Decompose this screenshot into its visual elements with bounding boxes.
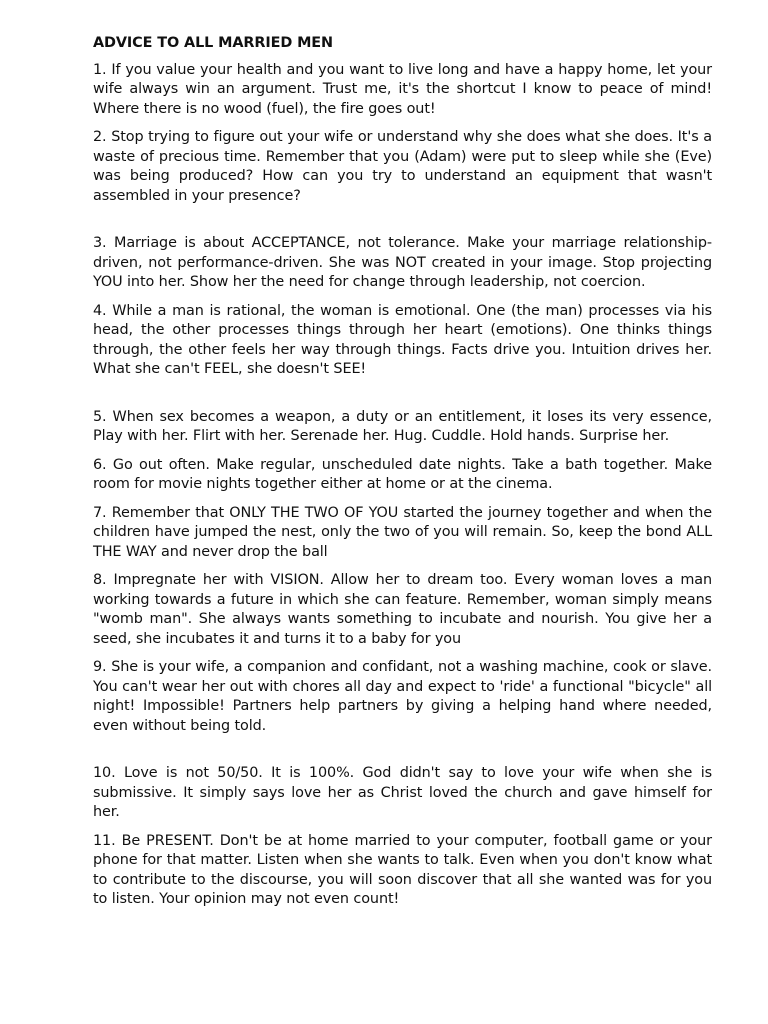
paragraph-6: 6. Go out often. Make regular, unscheduled date nights. Take a bath together. Make room for movie nights together either at home or at the cinema. (93, 456, 712, 492)
paragraph-5: 5. When sex becomes a weapon, a duty or an entitlement, it loses its very essence, Play with her. Flirt with her. Serenade her. Hug. Cuddle. Hold hands. Surprise her. (93, 408, 712, 444)
paragraph-7: 7. Remember that ONLY THE TWO OF YOU started the journey together and when the children have jumped the nest, only the two of you will remain. So, keep the bond ALL THE WAY and never drop the ball (93, 504, 712, 560)
document-title: ADVICE TO ALL MARRIED MEN (93, 35, 333, 51)
paragraph-8: 8. Impregnate her with VISION. Allow her to dream too. Every woman loves a man working towards a future in which she can feature. Remember, woman simply means "womb man". She always wants something to incubate and nourish. You give her a seed, she incubates it and turns it to a baby for you (93, 572, 712, 647)
paragraph-10: 10. Love is not 50/50. It is 100%. God didn't say to love your wife when she is submissive. It simply says love her as Christ loved the church and gave himself for her. (93, 765, 712, 820)
paragraph-9: 9. She is your wife, a companion and confidant, not a washing machine, cook or slave. You can't wear her out with chores all day and expect to 'ride' a functional "bicycle" all night! Impossible! Partners help partners by giving a helping hand where needed, even without being told. (93, 659, 712, 734)
paragraph-11: 11. Be PRESENT. Don't be at home married to your computer, football game or your phone for that matter. Listen when she wants to talk. Even when you don't know what to contribute to the discourse, you will soon discover that all she wanted was for you to listen. Your opinion may not even count! (93, 832, 712, 907)
paragraph-3: 3. Marriage is about ACCEPTANCE, not tolerance. Make your marriage relationship-driven, not performance-driven. She was NOT created in your image. Stop projecting YOU into her. Show her the need for change through leadership, not coercion. (93, 235, 712, 290)
paragraph-1: 1. If you value your health and you want to live long and have a happy home, let your wife always win an argument. Trust me, it's the shortcut I know to peace of mind! Where there is no wood (fuel), the fire goes out! (93, 61, 712, 117)
paragraph-4: 4. While a man is rational, the woman is emotional. One (the man) processes via his head, the other processes things through her heart (emotions). One thinks things through, the other feels her way through things. Facts drive you. Intuition drives her. What she can't FEEL, she doesn't SEE! (93, 302, 712, 377)
paragraph-2: 2. Stop trying to figure out your wife or understand why she does what she does. It's a waste of precious time. Remember that you (Adam) were put to sleep while she (Eve) was being produced? How can you try to understand an equipment that wasn't assembled in your presence? (93, 129, 712, 204)
document-page (93, 34, 712, 919)
